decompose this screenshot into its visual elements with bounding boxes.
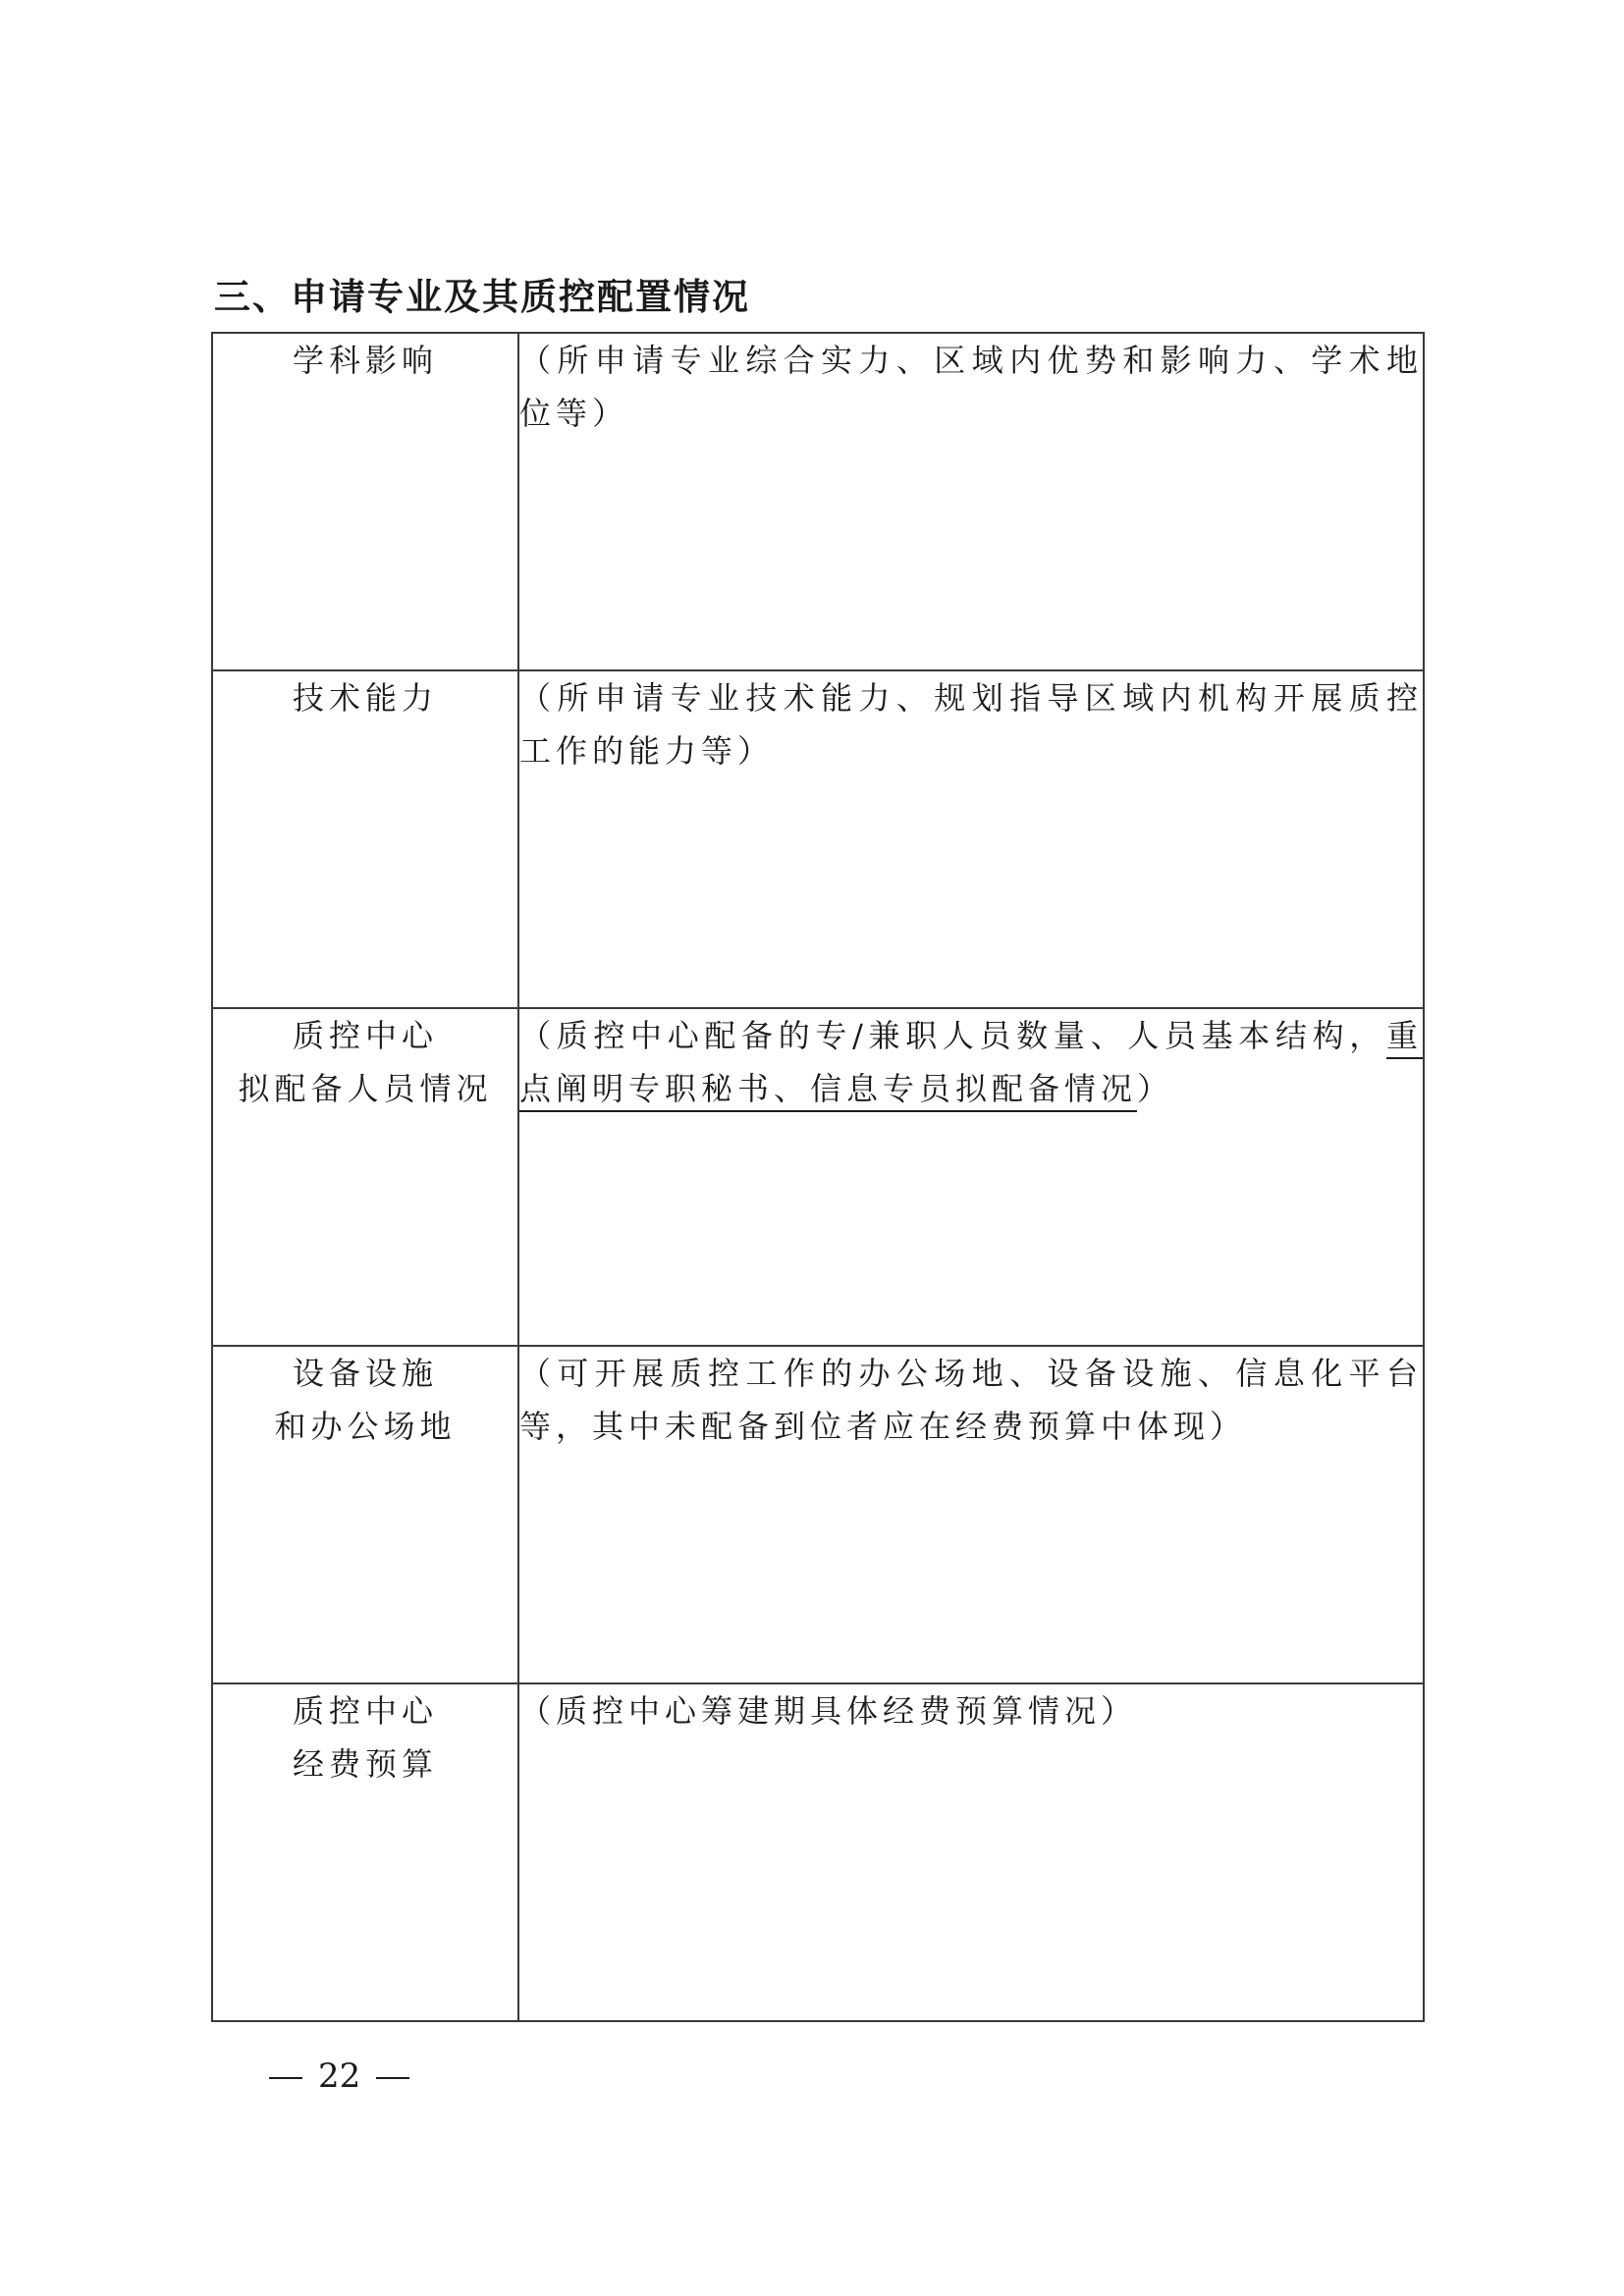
page-number-value: 22	[318, 2056, 361, 2096]
row-label-facilities	[212, 1346, 518, 1683]
row-label-technical-capability	[212, 670, 518, 1008]
row-label-line: 和办公场地	[274, 1408, 457, 1445]
row-label-staffing	[212, 1008, 518, 1346]
row-label-line: 质控中心	[292, 1692, 438, 1730]
row-label-line: 学科影响	[292, 342, 438, 379]
table-row-facilities	[212, 1346, 1424, 1683]
row-label-line: 质控中心	[292, 1017, 438, 1054]
page-dash-right	[376, 2077, 409, 2079]
row-label-line: 拟配备人员情况	[238, 1070, 493, 1107]
row-guidance-discipline-influence: （所申请专业综合实力、区域内优势和影响力、学术地位等）	[518, 333, 1424, 670]
page-number	[253, 2056, 425, 2096]
row-label-budget	[212, 1683, 518, 2021]
guidance-text: （质控中心配备的专/兼职人员数量、人员基本结构，	[519, 1017, 1386, 1054]
row-guidance-staffing	[518, 1008, 1424, 1346]
qc-config-table	[211, 332, 1425, 2022]
row-label-line: 设备设施	[292, 1355, 438, 1392]
section-title: 三、申请专业及其质控配置情况	[214, 276, 750, 318]
table-row-staffing	[212, 1008, 1424, 1346]
row-label-line: 技术能力	[292, 679, 438, 717]
row-guidance-technical-capability: （所申请专业技术能力、规划指导区域内机构开展质控工作的能力等）	[518, 670, 1424, 1008]
row-label-discipline-influence	[212, 333, 518, 670]
guidance-text-tail: ）	[1137, 1070, 1174, 1107]
row-guidance-budget: （质控中心筹建期具体经费预算情况）	[518, 1683, 1424, 2021]
underlined-guidance-text: 重点阐明专职秘书、信息专员拟配备情况	[519, 1017, 1423, 1112]
page-dash-left	[269, 2077, 302, 2079]
row-label-line: 经费预算	[292, 1745, 438, 1783]
row-guidance-facilities: （可开展质控工作的办公场地、设备设施、信息化平台等，其中未配备到位者应在经费预算中体现）	[518, 1346, 1424, 1683]
table-row-discipline-influence	[212, 333, 1424, 670]
table-row-budget	[212, 1683, 1424, 2021]
table-row-technical-capability	[212, 670, 1424, 1008]
